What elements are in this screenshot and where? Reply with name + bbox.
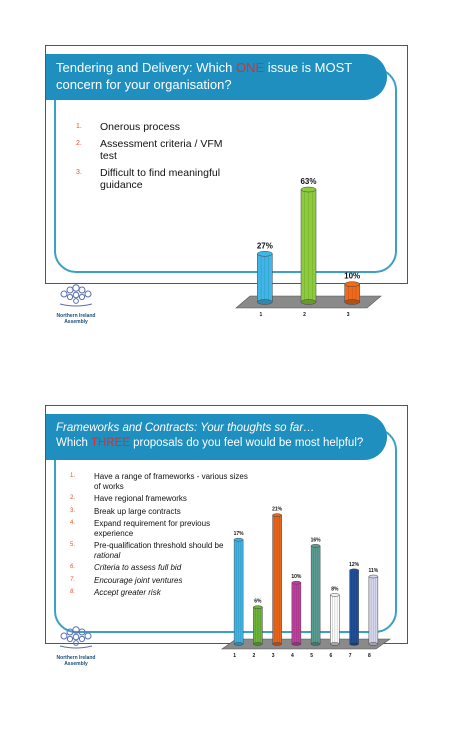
- data-label: 10%: [344, 271, 361, 281]
- item-text: Accept greater risk: [94, 588, 161, 597]
- tick-label: 2: [303, 312, 306, 318]
- list-item: [76, 167, 236, 191]
- item-text: Pre-qualification threshold should be: [94, 541, 224, 550]
- data-label: 17%: [233, 531, 244, 538]
- bar: [350, 569, 359, 646]
- item-number: 2.: [70, 495, 76, 501]
- title-part: Which: [196, 60, 236, 75]
- item-number: 6.: [70, 564, 76, 570]
- bar-base: [292, 643, 301, 646]
- item-text: Encourage joint ventures: [94, 575, 183, 585]
- flax-flower-icon: [50, 626, 102, 650]
- tick-label: 6: [329, 653, 333, 659]
- data-label: 6%: [254, 598, 262, 605]
- slide-title: [56, 421, 371, 451]
- bar: [253, 606, 262, 646]
- bar-base: [345, 300, 360, 305]
- data-label: 63%: [300, 177, 317, 186]
- item-number: 7.: [70, 576, 76, 583]
- title-part: Tendering and Delivery:: [56, 60, 197, 75]
- item-number: 4.: [70, 520, 76, 526]
- slide-title: [56, 59, 371, 93]
- bar-top: [330, 593, 339, 596]
- title-highlight: THREE: [90, 437, 130, 449]
- item-text: Onerous process: [100, 121, 180, 133]
- bar: [292, 581, 301, 645]
- bar-base: [301, 300, 316, 305]
- item-number: 3.: [70, 507, 76, 514]
- tick-label: 3: [346, 312, 350, 318]
- answer-list: [76, 121, 236, 196]
- title-part: issue is MOST concern for your organisation?: [56, 60, 352, 92]
- data-label: 11%: [368, 568, 379, 574]
- tick-label: 1: [259, 312, 263, 318]
- item-text: Have regional frameworks: [94, 494, 187, 503]
- title-part: Which: [56, 437, 91, 449]
- bar: [345, 282, 360, 305]
- bar-base: [273, 643, 282, 646]
- logo-text: [50, 313, 102, 325]
- item-number: 2.: [76, 140, 82, 147]
- slide-frameworks: [45, 405, 408, 667]
- bar-base: [311, 643, 320, 646]
- tick-label: 5: [310, 653, 314, 659]
- title-line: Frameworks and Contracts: Your thoughts so far…: [56, 422, 315, 434]
- title-banner: [46, 414, 387, 460]
- bar: [301, 187, 316, 305]
- bar-top: [234, 538, 243, 541]
- logo-line: Assembly: [64, 661, 88, 667]
- flax-flower-icon: [50, 284, 102, 308]
- chart-floor: [222, 639, 390, 649]
- list-item: [76, 121, 236, 133]
- title-banner: [46, 54, 387, 100]
- tick-label: 3: [271, 653, 275, 659]
- bar-chart: [216, 156, 396, 321]
- bar: [234, 538, 243, 645]
- tick-label: 4: [290, 653, 294, 659]
- bar-chart: [216, 501, 401, 666]
- data-label: 8%: [331, 586, 339, 593]
- data-label: 21%: [272, 506, 283, 513]
- bar-top: [257, 251, 272, 256]
- item-text: Break up large contracts: [94, 506, 181, 516]
- item-text: Expand requirement for previous experience: [94, 519, 211, 538]
- bar-base: [234, 643, 243, 646]
- bar-top: [273, 514, 282, 517]
- assembly-logo: [50, 626, 102, 667]
- bar-top: [350, 569, 359, 572]
- item-text: Difficult to find meaningful guidance: [100, 167, 221, 191]
- bar-base: [350, 643, 359, 646]
- bar-base: [369, 643, 378, 646]
- bar-base: [257, 300, 272, 305]
- bar: [311, 544, 320, 645]
- bar-top: [345, 282, 360, 287]
- bar: [273, 514, 282, 646]
- logo-line: Northern Ireland: [56, 313, 96, 319]
- bar: [257, 251, 272, 304]
- data-label: 27%: [256, 241, 273, 251]
- assembly-logo: [50, 284, 102, 325]
- tick-label: 8: [367, 653, 371, 659]
- slide-tendering: [45, 45, 408, 325]
- bar: [369, 575, 378, 646]
- item-number: 3.: [76, 169, 82, 176]
- bar-top: [292, 581, 301, 584]
- data-label: 16%: [310, 537, 321, 544]
- item-number: 5.: [70, 542, 76, 548]
- logo-line: Northern Ireland: [56, 655, 96, 661]
- bar-top: [311, 544, 320, 547]
- bar-base: [253, 643, 262, 646]
- title-part: proposals do you feel would be most helpful?: [129, 437, 364, 449]
- data-label: 12%: [349, 561, 360, 568]
- bar: [330, 593, 339, 645]
- logo-text: [50, 655, 102, 667]
- tick-label: 1: [233, 653, 237, 659]
- item-number: 8.: [70, 589, 76, 595]
- title-highlight: ONE: [235, 60, 265, 75]
- item-number: 1.: [76, 123, 82, 130]
- list-item: [70, 472, 250, 491]
- tick-label: 7: [348, 653, 352, 659]
- bar-top: [253, 606, 262, 609]
- logo-line: Assembly: [64, 319, 88, 325]
- tick-label: 2: [252, 653, 256, 659]
- data-label: 10%: [291, 574, 302, 581]
- list-item: [76, 138, 236, 162]
- bar-top: [369, 575, 378, 578]
- item-number: 1.: [70, 473, 76, 479]
- item-text: Criteria to assess full bid: [94, 563, 182, 572]
- item-text-italic: rational: [94, 550, 121, 560]
- bar-top: [301, 187, 316, 192]
- bar-base: [330, 643, 339, 646]
- item-text: Have a range of frameworks - various sizes of works: [94, 472, 248, 491]
- item-text: Assessment criteria / VFM test: [100, 138, 223, 162]
